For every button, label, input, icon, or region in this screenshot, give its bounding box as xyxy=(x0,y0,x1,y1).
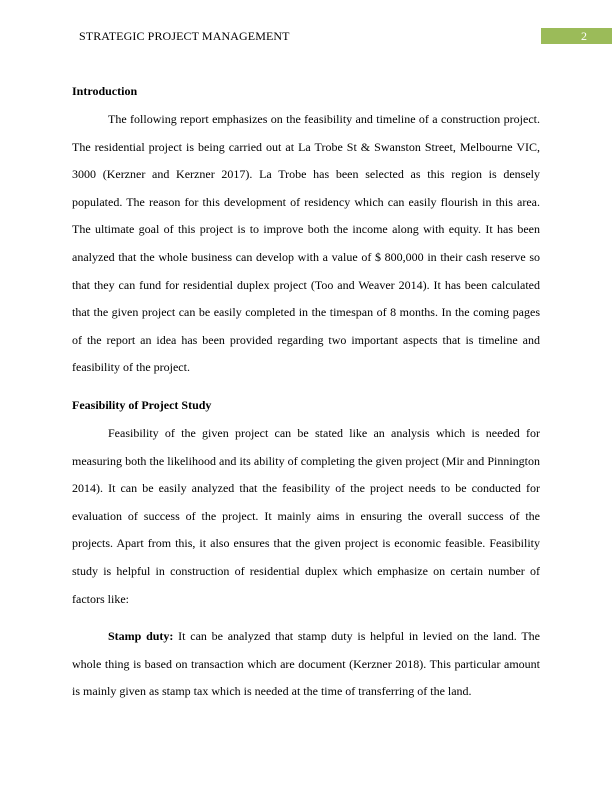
feasibility-paragraph: Feasibility of the given project can be stated like an analysis which is needed for measuring both the likelihood and its ability of completing the given project (Mir and Pinnington 2014). It can be easily analyzed that the feasibility of the project needs to be conducted for evaluation of success of the project. It mainly aims in ensuring the overall success of the projects. Apart from this, it also ensures that the given project is economic feasible. Feasibility study is helpful in construction of residential duplex which emphasize on certain number of factors like: xyxy=(72,425,540,606)
introduction-paragraph: The following report emphasizes on the feasibility and timeline of a construction project. The residential project is being carried out at La Trobe St & Swanston Street, Melbourne VIC, 3000 (Kerzner and Kerzner 2017). La Trobe has been selected as this region is densely populated. The reason for this development of residency which can easily flourish in this area. The ultimate goal of this project is to improve both the income along with equity. It has been analyzed that the whole business can develop with a value of $ 800,000 in their cash reserve so that they can fund for residential duplex project (Too and Weaver 2014). It has been calculated that the given project can be easily completed in the timespan of 8 months. In the coming pages of the report an idea has been provided regarding two important aspects that is timeline and feasibility of the project. xyxy=(72,112,540,375)
stamp-duty-text: It can be analyzed that stamp duty is helpful in levied on the land. The whole thing is based on transaction which are document (Kerzner 2018). This particular amount is mainly given as stamp tax which is needed at the time of transferring of the land. xyxy=(72,629,540,699)
stamp-duty-paragraph xyxy=(72,623,540,706)
page-number: 2 xyxy=(581,29,587,43)
introduction-heading: Introduction xyxy=(72,84,138,98)
feasibility-heading: Feasibility of Project Study xyxy=(72,397,212,412)
page-number-box xyxy=(541,28,612,44)
document-body xyxy=(72,80,540,706)
stamp-duty-term: Stamp duty: xyxy=(108,629,174,644)
running-head: STRATEGIC PROJECT MANAGEMENT xyxy=(79,29,290,43)
